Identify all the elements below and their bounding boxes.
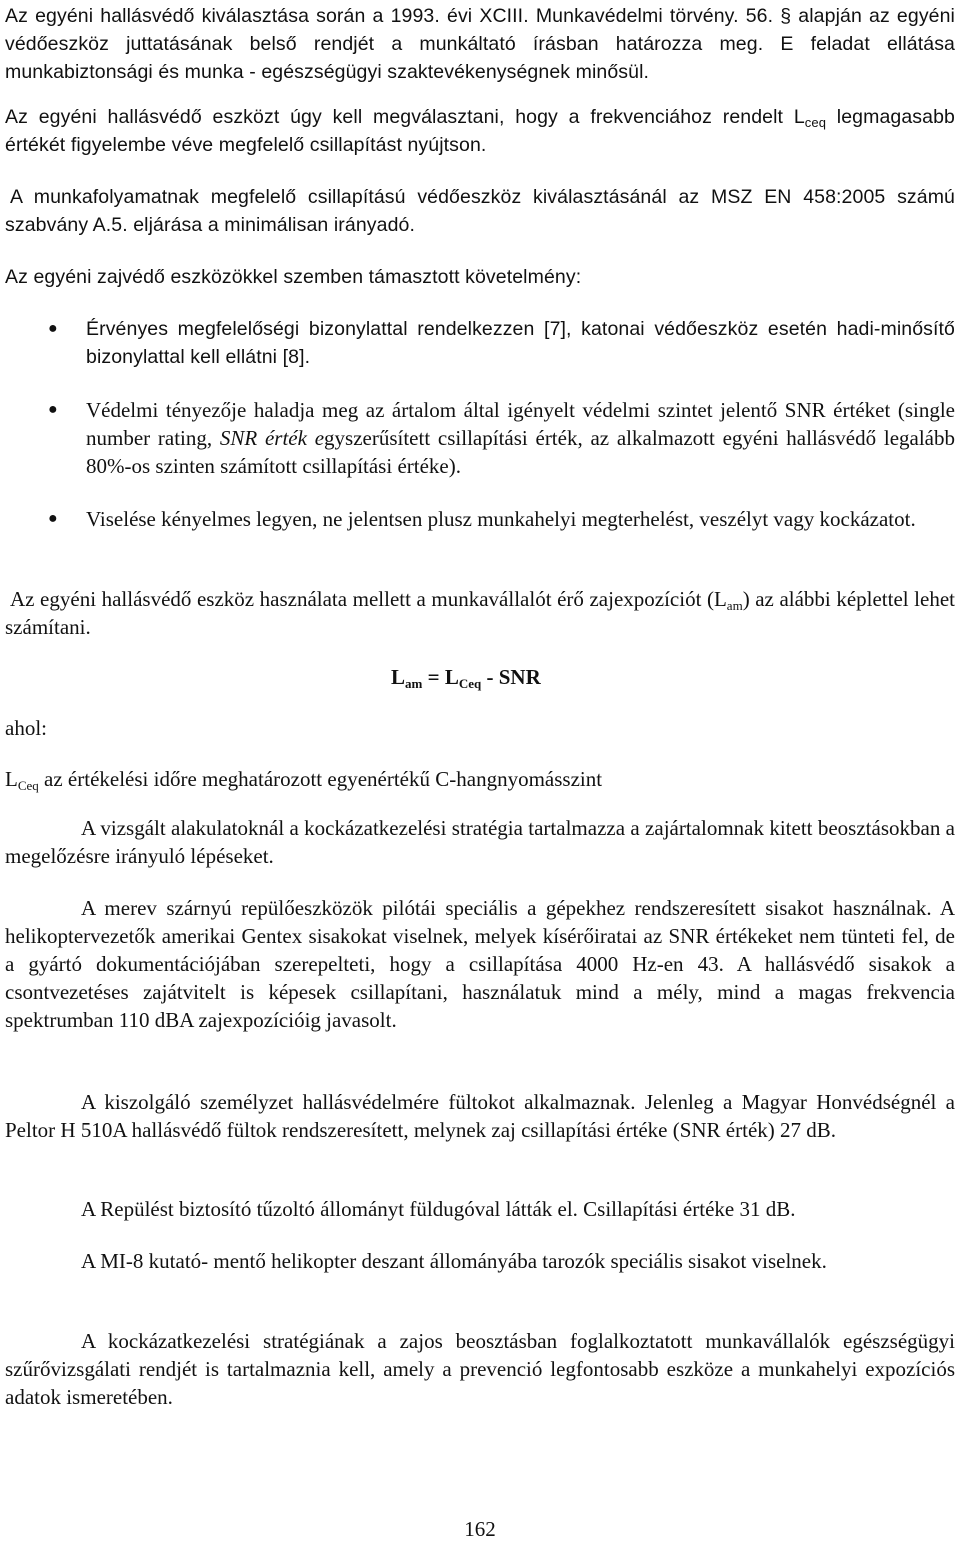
bullet-text-italic: SNR érték e bbox=[219, 426, 325, 450]
definition-l: L bbox=[5, 767, 18, 791]
paragraph-selection-text-a: Az egyéni hallásvédő eszközt úgy kell megválasztani, hogy a frekvenciához rendelt L bbox=[5, 106, 805, 128]
bullet-item-comfort bbox=[48, 505, 955, 533]
paragraph-mi8: A MI-8 kutató- mentő helikopter deszant állományába tarozók speciális sisakot viselnek. bbox=[81, 1249, 827, 1273]
paragraph-firefighters: A Repülést biztosító tűzoltó állományt füldugóval látták el. Csillapítási értéke 31 dB. bbox=[81, 1197, 796, 1221]
definition-lceq bbox=[5, 765, 955, 793]
bullet-item-protection-factor bbox=[48, 396, 955, 480]
bullet-dot-icon: ● bbox=[48, 320, 58, 337]
formula bbox=[391, 663, 541, 691]
where-label: ahol: bbox=[5, 716, 47, 740]
paragraph-exposure bbox=[5, 585, 955, 641]
bullet-text-a: Védelmi tényezője haladja meg az ártalom által igényelt védelmi szintet jelentő SNR értéket (single number rating, bbox=[86, 398, 955, 450]
page-number: 162 bbox=[464, 1517, 496, 1541]
paragraph-standard: A munkafolyamatnak megfelelő csillapítású védőeszköz kiválasztásánál az MSZ EN 458:2005 számú szabvány A.5. eljárása a minimálisan irányadó. bbox=[5, 186, 955, 236]
definition-text: az értékelési időre meghatározott egyenértékű C-hangnyomásszint bbox=[38, 767, 603, 791]
lam-subscript: am bbox=[726, 598, 743, 613]
paragraph-intro: Az egyéni hallásvédő kiválasztása során a 1993. évi XCIII. Munkavédelmi törvény. 56. § alapján az egyéni védőeszköz juttatásának belső rendjét a munkáltató írásban határozza meg. E feladat ellátása munkabiztonsági és munka - egészségügyi szaktevékenységnek minősül. bbox=[5, 5, 955, 83]
paragraph-strategy: A vizsgált alakulatoknál a kockázatkezelési stratégia tartalmazza a zajártalomnak kitett beosztásokban a megelőzésre irányuló lépéseket. bbox=[5, 816, 955, 868]
paragraph-selection-text-b: legmagasabb értékét figyelembe véve megfelelő csillapítást nyújtson. bbox=[5, 106, 955, 156]
formula-ceq-sub: Ceq bbox=[458, 676, 482, 691]
paragraph-ground-crew: A kiszolgáló személyzet hallásvédelmére fültokot alkalmaznak. Jelenleg a Magyar Honvédségnél a Peltor H 510A hallásvédő fültok rendszeresített, melynek zaj csillapítási értéke (SNR érték) 27 dB. bbox=[5, 1090, 955, 1142]
formula-rest: - SNR bbox=[481, 665, 541, 689]
bullet-text: Viselése kényelmes legyen, ne jelentsen plusz munkahelyi megterhelést, veszélyt vagy kockázatot. bbox=[86, 507, 916, 531]
formula-am-sub: am bbox=[405, 676, 423, 691]
bullet-text bbox=[86, 396, 955, 480]
formula-l: L bbox=[391, 665, 406, 689]
lceq-subscript: ceq bbox=[804, 115, 827, 130]
bullet-dot-icon: ● bbox=[48, 401, 58, 418]
bullet-item-certificate bbox=[48, 315, 955, 371]
paragraph-helmets: A merev szárnyú repülőeszközök pilótái speciális a gépekhez rendszeresített sisakot használnak. A helikoptervezetők amerikai Gentex sisakokat viselnek, melyek kísérőiratai az SNR értékeket nem tünteti fel, de a gyártó dokumentációjában szerepelteti, hogy a csillapítása 4000 Hz-en 43. A hallásvédő sisakok a csontvezetéses zajátvitelt is képesek csillapítani, használatuk mind a mély, mind a magas frekvencia spektrumban 110 dBA zajexpozícióig javasolt. bbox=[5, 896, 955, 1032]
definition-sub: Ceq bbox=[17, 778, 39, 793]
bullet-text-b: gyszerűsített csillapítási érték, az alkalmazott egyéni hallásvédő legalább 80%-os szinten számított csillapítási értéke). bbox=[86, 426, 955, 478]
paragraph-exposure-text-a: Az egyéni hallásvédő eszköz használata mellett a munkavállalót érő zajexpozíciót (L bbox=[10, 587, 727, 611]
paragraph-screening: A kockázatkezelési stratégiának a zajos beosztásban foglalkoztatott munkavállalók egészségügyi szűrővizsgálati rendjét is tartalmaznia kell, amely a prevenció legfontosabb eszköze a munkahelyi expozíciós adatok ismeretében. bbox=[5, 1329, 955, 1409]
bullet-dot-icon: ● bbox=[48, 510, 58, 527]
paragraph-requirements: Az egyéni zajvédő eszközökkel szemben támasztott követelmény: bbox=[5, 266, 582, 288]
bullet-text: Érvényes megfelelőségi bizonylattal rendelkezzen [7], katonai védőeszköz esetén hadi-minősítő bizonylattal kell ellátni [8]. bbox=[86, 318, 955, 368]
paragraph-selection bbox=[5, 103, 955, 159]
paragraph-exposure-text-b: ) az alábbi képlettel lehet számítani. bbox=[5, 587, 955, 639]
formula-equals: = L bbox=[422, 665, 459, 689]
